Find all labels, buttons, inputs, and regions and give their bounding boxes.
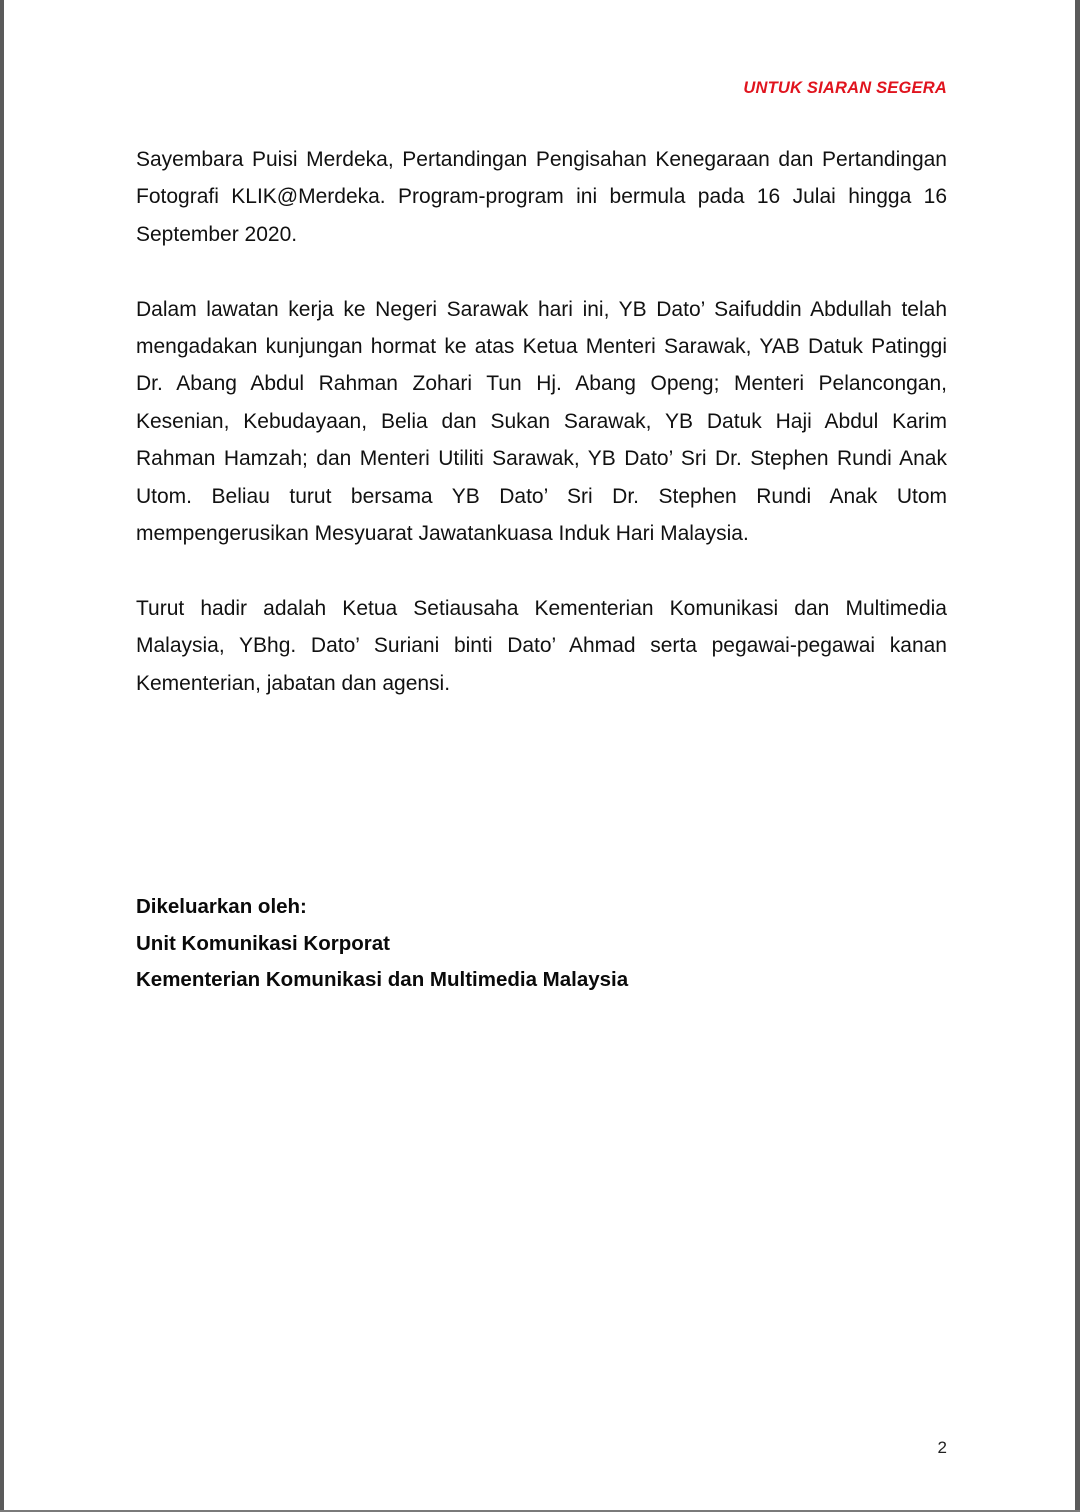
page-left-edge bbox=[0, 0, 4, 1512]
paragraph-programs: Sayembara Puisi Merdeka, Pertandingan Pengisahan Kenegaraan dan Pertandingan Fotografi KLIK@Merdeka. Program-program ini bermula pada 16 Julai hingga 16 September 2020. bbox=[136, 148, 947, 246]
press-release-body bbox=[136, 141, 947, 702]
issued-by-label: Dikeluarkan oleh: bbox=[136, 895, 307, 918]
paragraph-working-visit: Dalam lawatan kerja ke Negeri Sarawak hari ini, YB Dato’ Saifuddin Abdullah telah mengadakan kunjungan hormat ke atas Ketua Menteri Sarawak, YAB Datuk Patinggi Dr. Abang Abdul Rahman Zohari Tun Hj. Abang Openg; Menteri Pelancongan, Kesenian, Kebudayaan, Belia dan Sukan Sarawak, YB Datuk Haji Abdul Karim Rahman Hamzah; dan Menteri Utiliti Sarawak, YB Dato’ Sri Dr. Stephen Rundi Anak Utom. Beliau turut bersama YB Dato’ Sri Dr. Stephen Rundi Anak Utom mempengerusikan Mesyuarat Jawatankuasa Induk Hari Malaysia. bbox=[136, 297, 947, 546]
page-right-edge bbox=[1075, 0, 1080, 1512]
issued-by-unit: Unit Komunikasi Korporat bbox=[136, 931, 390, 955]
page-number: 2 bbox=[937, 1438, 947, 1457]
release-header-label: UNTUK SIARAN SEGERA bbox=[743, 79, 947, 97]
issued-by-ministry: Kementerian Komunikasi dan Multimedia Malaysia bbox=[136, 968, 629, 992]
issued-by-block bbox=[136, 889, 947, 999]
paragraph-attendees: Turut hadir adalah Ketua Setiausaha Kementerian Komunikasi dan Multimedia Malaysia, YBhg. Dato’ Suriani binti Dato’ Ahmad serta pegawai-pegawai kanan Kementerian, jabatan dan agensi. bbox=[136, 596, 947, 695]
